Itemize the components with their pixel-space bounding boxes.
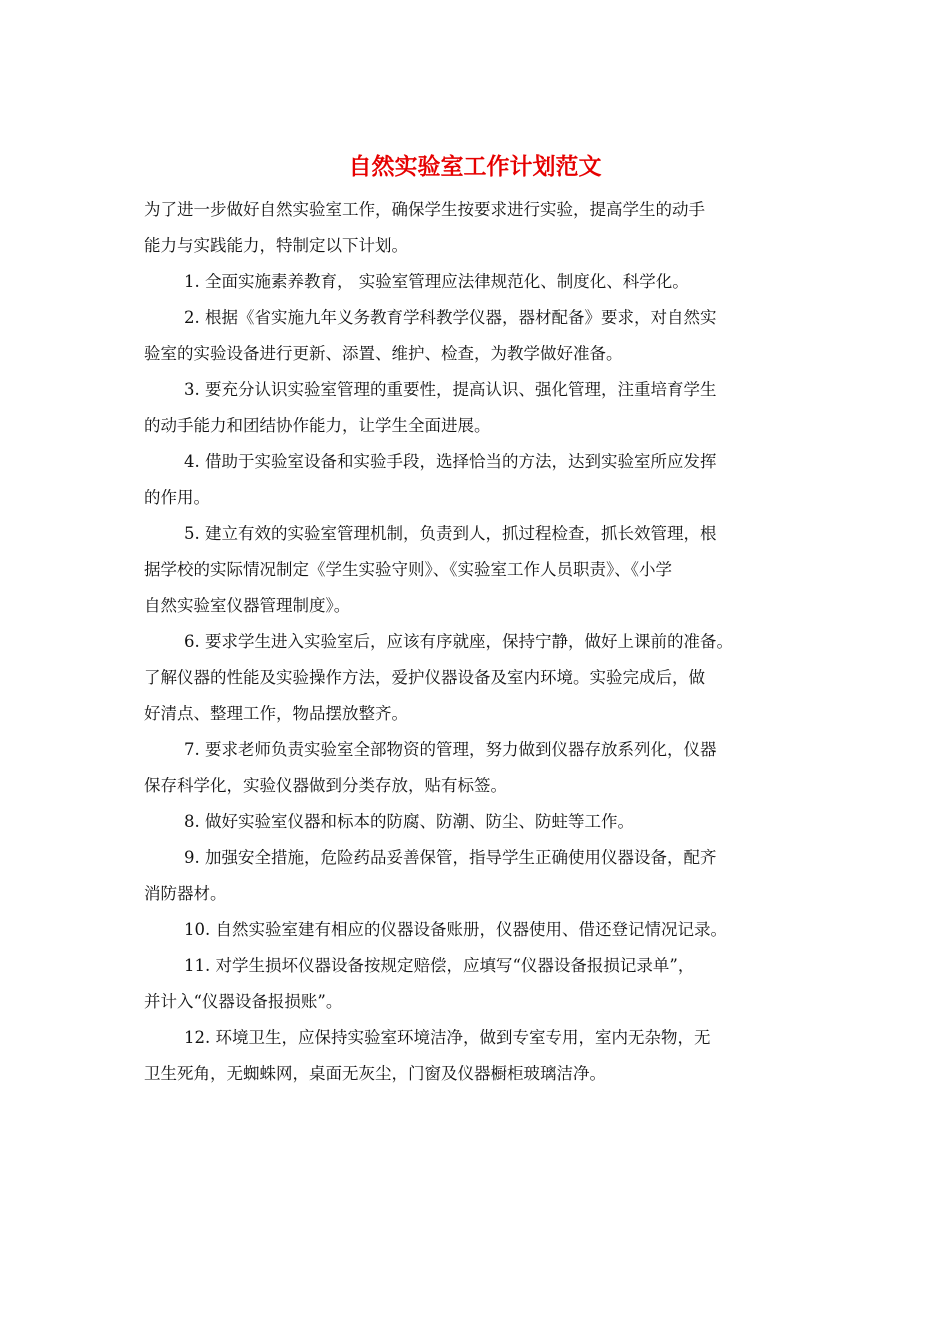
paragraph-line: 好清点、整理工作，物品摆放整齐。	[144, 704, 408, 723]
plan-item-4	[144, 444, 824, 516]
paragraph-line: 1. 全面实施素养教育， 实验室管理应法律规范化、制度化、科学化。	[184, 272, 689, 291]
plan-item-1	[144, 264, 824, 300]
paragraph-line: 的作用。	[144, 488, 210, 507]
paragraph-line: 据学校的实际情况制定《学生实验守则》、《实验室工作人员职责》、《小学	[144, 560, 672, 579]
paragraph-line: 7. 要求老师负责实验室全部物资的管理，努力做到仪器存放系列化，仪器	[184, 740, 717, 759]
paragraph-line: 验室的实验设备进行更新、添置、维护、检查，为教学做好准备。	[144, 344, 623, 363]
paragraph-line: 卫生死角，无蜘蛛网，桌面无灰尘，门窗及仪器橱柜玻璃洁净。	[144, 1064, 606, 1083]
paragraph-line: 4. 借助于实验室设备和实验手段，选择恰当的方法，达到实验室所应发挥	[184, 452, 717, 471]
paragraph-line: 6. 要求学生进入实验室后，应该有序就座，保持宁静，做好上课前的准备。	[184, 632, 733, 651]
paragraph-line: 的动手能力和团结协作能力，让学生全面进展。	[144, 416, 491, 435]
plan-item-12	[144, 1020, 824, 1092]
document-title: 自然实验室工作计划范文	[348, 153, 602, 180]
plan-item-8	[144, 804, 824, 840]
paragraph-line: 12. 环境卫生，应保持实验室环境洁净，做到专室专用，室内无杂物，无	[184, 1028, 711, 1047]
paragraph-line: 了解仪器的性能及实验操作方法，爱护仪器设备及室内环境。实验完成后，做	[144, 668, 705, 687]
plan-item-5	[144, 516, 824, 624]
plan-item-9	[144, 840, 824, 912]
plan-item-6	[144, 624, 824, 732]
plan-item-3	[144, 372, 824, 444]
paragraph-line: 保存科学化，实验仪器做到分类存放，贴有标签。	[144, 776, 507, 795]
paragraph-line: 并计入“仪器设备报损账”。	[144, 992, 343, 1011]
paragraph-line: 为了进一步做好自然实验室工作，确保学生按要求进行实验，提高学生的动手	[144, 200, 705, 219]
plan-item-2	[144, 300, 824, 372]
document-body	[144, 192, 824, 1092]
paragraph-line: 8. 做好实验室仪器和标本的防腐、防潮、防尘、防蛀等工作。	[184, 812, 634, 831]
intro-paragraph	[144, 192, 824, 264]
paragraph-line: 消防器材。	[144, 884, 227, 903]
paragraph-line: 5. 建立有效的实验室管理机制，负责到人，抓过程检查，抓长效管理，根	[184, 524, 717, 543]
paragraph-line: 2. 根据《省实施九年义务教育学科教学仪器，器材配备》要求，对自然实	[184, 308, 717, 327]
paragraph-line: 9. 加强安全措施，危险药品妥善保管，指导学生正确使用仪器设备，配齐	[184, 848, 717, 867]
paragraph-line: 自然实验室仪器管理制度》。	[144, 596, 351, 615]
paragraph-line: 3. 要充分认识实验室管理的重要性，提高认识、强化管理，注重培育学生	[184, 380, 717, 399]
plan-item-7	[144, 732, 824, 804]
plan-item-10	[144, 912, 824, 948]
paragraph-line: 10. 自然实验室建有相应的仪器设备账册，仪器使用、借还登记情况记录。	[184, 920, 727, 939]
paragraph-line: 能力与实践能力，特制定以下计划。	[144, 236, 408, 255]
plan-item-11	[144, 948, 824, 1020]
paragraph-line: 11. 对学生损坏仪器设备按规定赔偿，应填写“仪器设备报损记录单”，	[184, 956, 695, 975]
